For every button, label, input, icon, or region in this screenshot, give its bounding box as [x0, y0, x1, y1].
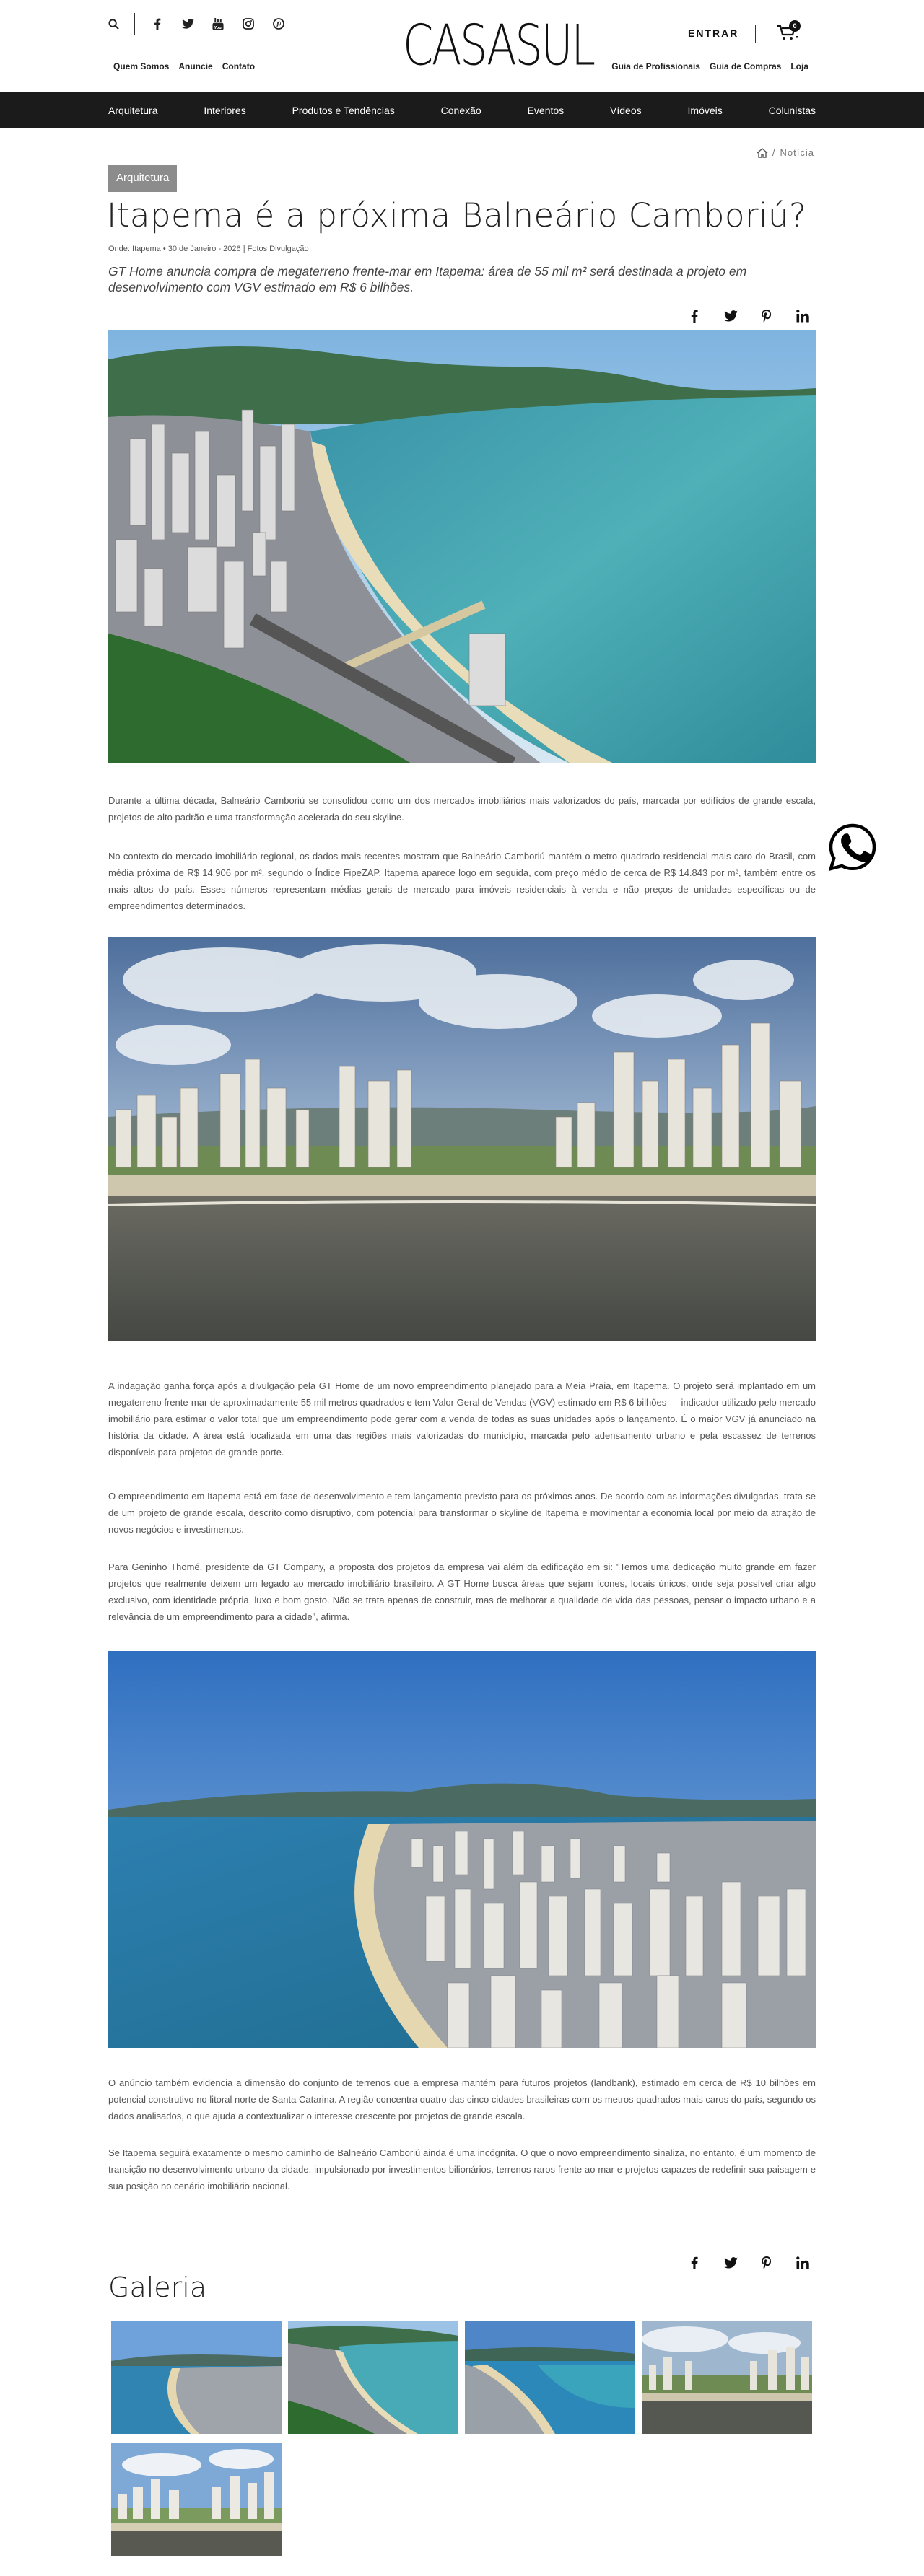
photo-3-image [108, 1651, 816, 2048]
gallery-thumb-2-image [288, 2321, 458, 2434]
menu-produtos-tendencias[interactable]: Produtos e Tendências [292, 104, 395, 116]
article-meta: Onde: Itapema • 30 de Janeiro - 2026 | Fotos Divulgação [108, 245, 309, 253]
header-divider [134, 13, 135, 35]
paragraph-7: Se Itapema seguirá exatamente o mesmo caminho de Balneário Camboriú ainda é uma incógnita. O que o novo empreendimento sinaliza, no entanto, é um momento de transição no desenvolvimento urbano da cidade, impulsionado por investimentos bilionários, terrenos raros frente ao mar e projetos capazes de redefinir sua paisagem e sua posição no cenário imobiliário nacional. [108, 2147, 816, 2191]
nav-guia-profissionais[interactable]: Guia de Profissionais [611, 61, 700, 71]
paragraph-4: O empreendimento em Itapema está em fase de desenvolvimento e tem lançamento previsto para os próximos anos. De acordo com as informações divulgadas, trata-se de um projeto de grande escala, descrito como disruptivo, com potencial para transformar o skyline de Itapema e movimentar a economia local por meio da atração de novos negócios e investimentos. [108, 1491, 816, 1535]
header-right-divider [755, 25, 756, 43]
gallery-thumb-1-image [111, 2321, 282, 2434]
whatsapp-float-button[interactable] [827, 821, 879, 873]
article-photo-2[interactable] [108, 937, 816, 1341]
home-icon[interactable] [757, 148, 768, 158]
gallery-thumb-3[interactable] [465, 2321, 635, 2434]
nav-guia-compras[interactable]: Guia de Compras [709, 61, 782, 71]
gallery-thumb-5-image [111, 2443, 282, 2556]
nav-quem-somos[interactable]: Quem Somos [113, 61, 170, 71]
photo-2-image [108, 937, 816, 1341]
cart-count-badge: 0 [789, 20, 801, 32]
pinterest-icon[interactable] [272, 17, 285, 30]
menu-videos[interactable]: Vídeos [610, 104, 642, 116]
share-linkedin-icon[interactable] [796, 309, 810, 323]
menu-eventos[interactable]: Eventos [527, 104, 565, 116]
gallery-title: Galeria [108, 2271, 207, 2303]
gallery-thumb-1[interactable] [111, 2321, 282, 2434]
paragraph-3: A indagação ganha força após a divulgação pela GT Home de um novo empreendimento planejado para a Meia Praia, em Itapema. O projeto será implantado em um megaterreno frente-mar de aproximadamente 55 mil metros quadrados e tem Valor Geral de Vendas (VGV) estimado em R$ 6 bilhões — indicador utilizado pelo mercado imobiliário para estimar o valor total que um empreendimento pode gerar com a venda de todas as suas unidades após o lançamento. É o maior VGV já anunciado na história da cidade. A área está localizada em uma das regiões mais valorizadas do município, marcada pelo adensamento urbano e pela escassez de terrenos disponíveis para projetos de grande porte. [108, 1380, 816, 1458]
whatsapp-icon [827, 821, 879, 873]
nav-loja[interactable]: Loja [790, 61, 808, 71]
nav-anuncie[interactable]: Anuncie [178, 61, 213, 71]
breadcrumb-separator: / [772, 147, 776, 158]
share-pinterest-icon[interactable] [759, 309, 774, 323]
share-twitter-icon[interactable] [723, 309, 738, 323]
share-facebook-icon[interactable] [687, 2256, 702, 2270]
article-lead: GT Home anuncia compra de megaterreno frente-mar em Itapema: área de 55 mil m² será destinada a projeto em desenvolvimento com VGV estimado em R$ 6 bilhões. [108, 264, 747, 294]
main-menu-bar [0, 92, 924, 128]
paragraph-6: O anúncio também evidencia a dimensão do conjunto de terrenos que a empresa mantém para futuros projetos (landbank), estimado em cerca de R$ 10 bilhões em potencial construtivo no litoral norte de Santa Catarina. A região concentra quatro das cinco cidades brasileiras com os metros quadrados mais caros do país, segundo os dados analisados, o que ajuda a contextualizar o interesse crescente por projetos de grande escala. [108, 2077, 816, 2121]
facebook-icon[interactable] [151, 17, 164, 30]
share-pinterest-icon[interactable] [759, 2256, 774, 2270]
search-icon[interactable] [107, 17, 120, 30]
gallery-thumb-4-image [642, 2321, 812, 2434]
menu-arquitetura[interactable]: Arquitetura [108, 104, 158, 116]
site-header [0, 0, 924, 92]
paragraph-2: No contexto do mercado imobiliário regional, os dados mais recentes mostram que Balneário Camboriú mantém o metro quadrado residencial mais caro do Brasil, com média próxima de R$ 14.906 por m², segundo o Índice FipeZAP. Itapema aparece logo em seguida, com preço médio de cerca de R$ 14.843 por m², também entre os mais altos do país. Esses números representam médias gerais de mercado para imóveis residenciais à venda e não preços de unidades específicas ou de empreendimentos determinados. [108, 851, 816, 911]
cart-button[interactable] [777, 23, 798, 45]
article-title: Itapema é a próxima Balneário Camboriú? [107, 196, 807, 235]
svg-text:You: You [214, 25, 222, 30]
photo-1-image [108, 330, 816, 763]
site-logo[interactable] [390, 12, 594, 79]
nav-contato[interactable]: Contato [222, 61, 256, 71]
top-nav-right [611, 61, 808, 71]
share-bar-bottom [687, 2256, 810, 2270]
logo-text: CASASUL [403, 12, 594, 79]
menu-conexao[interactable]: Conexão [440, 104, 481, 116]
share-twitter-icon[interactable] [723, 2256, 738, 2270]
breadcrumb [757, 147, 814, 158]
twitter-icon[interactable] [181, 17, 194, 30]
share-bar-top [687, 309, 810, 323]
login-link[interactable]: ENTRAR [688, 27, 739, 39]
youtube-icon[interactable] [212, 17, 225, 30]
gallery-thumb-5[interactable] [111, 2443, 282, 2556]
instagram-icon[interactable] [242, 17, 255, 30]
paragraph-1: Durante a última década, Balneário Camboriú se consolidou como um dos mercados imobiliários mais valorizados do país, marcada por edifícios de grande escala, projetos de alto padrão e uma transformação acelerada do seu skyline. [108, 795, 816, 823]
top-nav-left [113, 61, 255, 71]
category-badge[interactable]: Arquitetura [108, 165, 177, 192]
breadcrumb-current: Notícia [780, 147, 814, 158]
gallery-thumb-3-image [465, 2321, 635, 2434]
header-icon-row [107, 13, 302, 35]
menu-interiores[interactable]: Interiores [204, 104, 246, 116]
article-photo-3[interactable] [108, 1651, 816, 2048]
gallery-thumb-2[interactable] [288, 2321, 458, 2434]
share-facebook-icon[interactable] [687, 309, 702, 323]
share-linkedin-icon[interactable] [796, 2256, 810, 2270]
gallery-thumb-4[interactable] [642, 2321, 812, 2434]
menu-colunistas[interactable]: Colunistas [768, 104, 816, 116]
paragraph-5: Para Geninho Thomé, presidente da GT Company, a proposta dos projetos da empresa vai além da edificação em si: "Temos uma dedicação muito grande em fazer projetos que realmente deixem um legado ao mercado imobiliário brasileiro. A GT Home busca áreas que sejam ícones, locais únicos, onde seja possível criar algo exclusivo, com identidade própria, luxo e bom gosto. Não se trata apenas de construir, mas de melhorar a qualidade de vida das pessoas, pensar o impacto urbano e a relevância de um empreendimento para a cidade", afirma. [108, 1561, 816, 1622]
menu-imoveis[interactable]: Imóveis [687, 104, 723, 116]
article-photo-1[interactable] [108, 330, 816, 763]
